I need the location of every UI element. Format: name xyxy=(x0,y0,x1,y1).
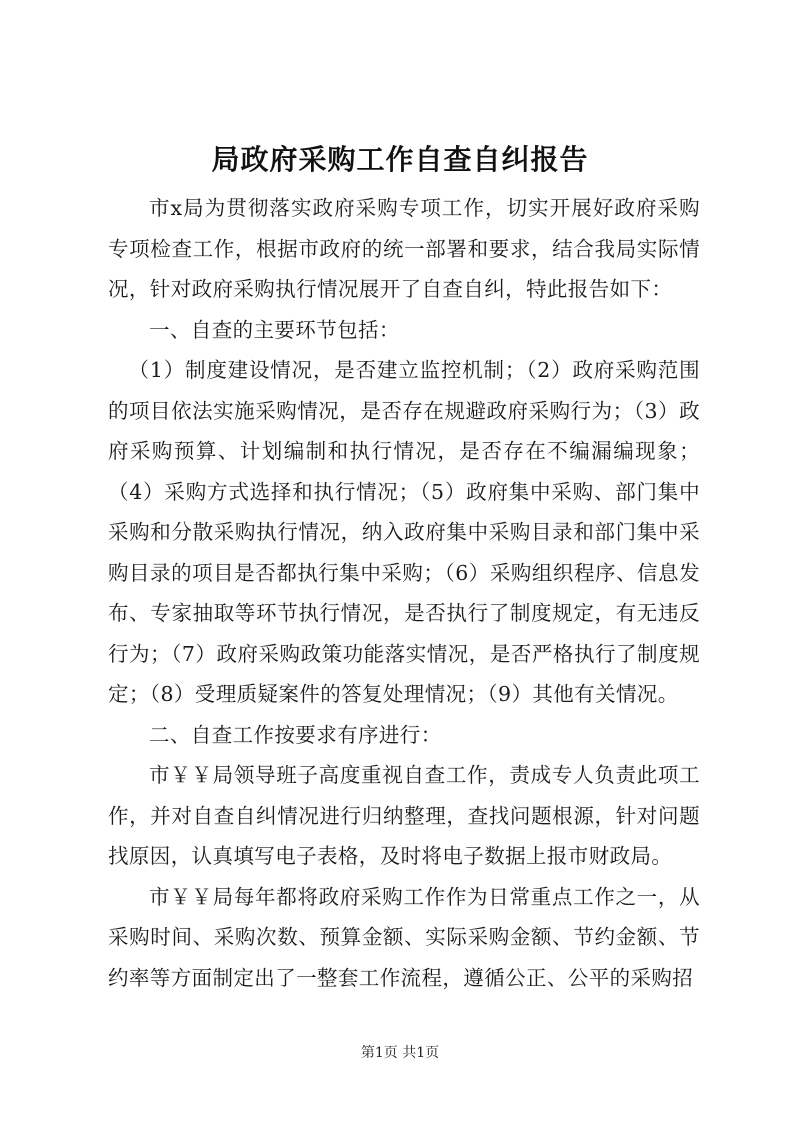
body-paragraph: 市￥￥局领导班子高度重视自查工作，责成专人负责此项工作，并对自查自纠情况进行归纳整理，查找问题根源，针对问题找原因，认真填写电子表格，及时将电子数据上报市财政局。 xyxy=(108,763,700,868)
document-body xyxy=(108,188,700,998)
intro-paragraph: 市x局为贯彻落实政府采购专项工作，切实开展好政府采购专项检查工作，根据市政府的统一部署和要求，结合我局实际情况，针对政府采购执行情况展开了自查自纠，特此报告如下： xyxy=(108,196,700,301)
section-heading-1: 一、自查的主要环节包括： xyxy=(149,317,400,342)
body-paragraph: 市￥￥局每年都将政府采购工作作为日常重点工作之一，从采购时间、采购次数、预算金额、实际采购金额、节约金额、节约率等方面制定出了一整套工作流程，遵循公正、公平的采购招 xyxy=(108,884,700,990)
page-footer: 第1页 共1页 xyxy=(360,1045,440,1061)
check-items-paragraph: （1）制度建设情况，是否建立监控机制；（2）政府采购范围的项目依法实施采购情况，是否存在规避政府采购行为；（3）政府采购预算、计划编制和执行情况，是否存在不编漏编现象；（4）采购方式选择和执行情况；（5）政府集中采购、部门集中采购和分散采购执行情况，纳入政府集中采购目录和部门集中采购目录的项目是否都执行集中采购；（6）采购组织程序、信息发布、专家抽取等环节执行情况，是否执行了制度规定，有无违反行为；（7）政府采购政策功能落实情况，是否严格执行了制度规定；（8）受理质疑案件的答复处理情况；（9）其他有关情况。 xyxy=(108,358,700,706)
section-heading-2: 二、自查工作按要求有序进行： xyxy=(149,722,442,747)
document-title: 局政府采购工作自查自纠报告 xyxy=(211,143,589,176)
